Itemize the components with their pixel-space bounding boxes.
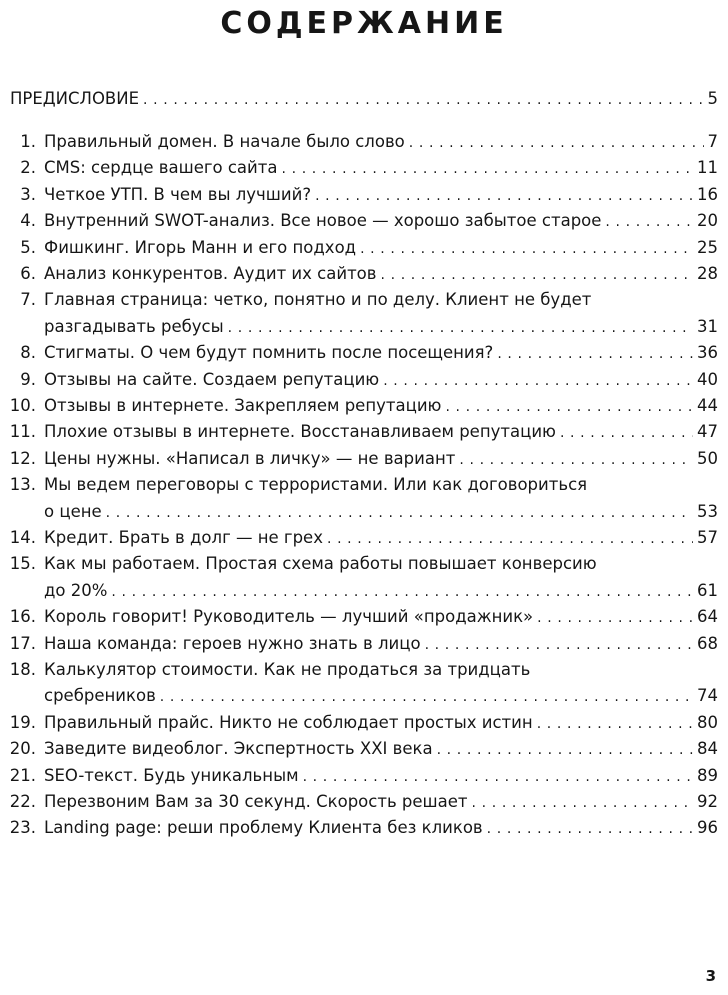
entry-title: Главная страница: четко, понятно и по делу. Клиент не будет <box>44 290 592 310</box>
dot-leader <box>537 712 693 735</box>
dot-leader <box>160 685 693 708</box>
dot-leader <box>425 633 693 656</box>
entry-page: 11 <box>697 158 718 178</box>
entry-title: Стигматы. О чем будут помнить после посещения? <box>44 343 494 363</box>
entry-number: 4. <box>20 211 36 231</box>
toc-entry-line <box>0 342 718 365</box>
preface-title: ПРЕДИСЛОВИЕ <box>10 89 140 108</box>
entry-title: Плохие отзывы в интернете. Восстанавливаем репутацию <box>44 422 556 442</box>
entry-number: 14. <box>9 528 36 547</box>
entry-page: 53 <box>697 501 718 521</box>
dot-leader <box>303 765 693 788</box>
toc-entry-line <box>0 501 718 524</box>
entry-number: 10. <box>9 396 36 415</box>
toc-entry-line <box>0 448 718 471</box>
entry-number: 23. <box>9 818 36 838</box>
entry-number: 12. <box>9 448 36 468</box>
entry-number: 2. <box>20 158 36 178</box>
dot-leader <box>111 580 693 603</box>
entry-page: 61 <box>697 580 718 600</box>
dot-leader <box>315 184 693 207</box>
toc-entry-line <box>0 421 718 444</box>
entry-title: сребреников <box>44 686 156 706</box>
toc-entry-line <box>0 131 718 154</box>
page-title: СОДЕРЖАНИЕ <box>220 6 508 41</box>
toc-entry-line <box>0 474 718 496</box>
entry-number: 19. <box>9 712 36 732</box>
toc-entry-line <box>0 263 718 286</box>
entry-page: 47 <box>697 422 718 442</box>
entry-number: 3. <box>20 184 36 204</box>
entry-page: 64 <box>697 607 718 627</box>
toc-entry-line <box>0 210 718 233</box>
entry-number: 15. <box>9 554 36 574</box>
entry-title: Наша команда: героев нужно знать в лицо <box>44 633 421 653</box>
dot-leader <box>383 369 693 392</box>
toc-entry-line <box>0 606 718 629</box>
toc-entry-line <box>0 712 718 735</box>
entry-title: CMS: сердце вашего сайта <box>44 158 278 178</box>
entry-number: 22. <box>9 792 36 811</box>
entry-number: 1. <box>20 132 36 151</box>
dot-leader <box>327 527 693 550</box>
entry-page: 20 <box>697 211 718 231</box>
entry-page: 84 <box>697 739 718 759</box>
entry-number: 17. <box>9 633 36 653</box>
toc-entry-line <box>0 184 718 207</box>
preface-page: 5 <box>707 89 718 108</box>
entry-title: Мы ведем переговоры с террористами. Или как договориться <box>44 475 588 495</box>
toc-entry-line <box>0 580 718 603</box>
toc-entry-line <box>0 395 718 418</box>
entry-page: 36 <box>697 343 718 363</box>
entry-number: 18. <box>9 660 36 679</box>
toc-entry-line <box>0 237 718 260</box>
dot-leader <box>487 817 693 840</box>
entry-page: 31 <box>697 316 718 336</box>
toc-entry-line <box>0 369 718 392</box>
toc-entry-line <box>0 765 718 788</box>
entry-title: Как мы работаем. Простая схема работы повышает конверсию <box>44 554 597 574</box>
entry-number: 6. <box>20 264 36 283</box>
dot-leader <box>282 157 694 180</box>
entry-page: 16 <box>697 184 718 204</box>
entry-title: о цене <box>44 501 102 521</box>
entry-title: Фишкинг. Игорь Манн и его подход <box>44 237 357 257</box>
entry-number: 20. <box>9 739 36 759</box>
entry-number: 7. <box>20 290 36 310</box>
entry-title: Правильный прайс. Никто не соблюдает простых истин <box>44 712 533 732</box>
dot-leader <box>560 421 693 444</box>
entry-title: Цены нужны. «Написал в личку» — не вариант <box>44 448 456 468</box>
toc-entry-line <box>0 817 718 840</box>
dot-leader <box>459 448 693 471</box>
entry-title: Заведите видеоблог. Экспертность XXI века <box>44 739 433 759</box>
entry-page: 68 <box>697 633 718 653</box>
entry-page: 28 <box>697 264 718 283</box>
page-number: 3 <box>705 967 716 985</box>
entry-number: 5. <box>20 237 36 257</box>
dot-leader <box>472 791 693 814</box>
entry-number: 13. <box>9 475 36 495</box>
entry-title: SEO-текст. Будь уникальным <box>44 765 299 785</box>
toc-entry-line <box>0 659 718 681</box>
entry-page: 89 <box>697 765 718 785</box>
dot-leader <box>605 210 693 233</box>
dot-leader <box>537 606 693 629</box>
entry-number: 21. <box>9 765 36 785</box>
entry-title: Landing page: реши проблему Клиента без кликов <box>44 818 483 838</box>
entry-page: 25 <box>697 237 718 257</box>
toc-entry-line <box>0 289 718 311</box>
entry-number: 11. <box>9 422 36 442</box>
dot-leader <box>445 395 693 418</box>
entry-title: Отзывы на сайте. Создаем репутацию <box>44 369 380 389</box>
toc-entry-line <box>0 527 718 550</box>
toc-entry-line <box>0 738 718 761</box>
entry-title: Калькулятор стоимости. Как не продаться за тридцать <box>44 660 531 679</box>
entry-title: Кредит. Брать в долг — не грех <box>44 528 323 547</box>
entry-page: 74 <box>697 686 718 706</box>
toc-entry-line <box>0 316 718 339</box>
entry-page: 80 <box>697 712 718 732</box>
entry-title: до 20% <box>44 580 108 600</box>
entry-page: 96 <box>697 818 718 838</box>
dot-leader <box>143 88 703 111</box>
entry-page: 7 <box>707 132 718 151</box>
entry-title: Анализ конкурентов. Аудит их сайтов <box>44 264 377 283</box>
dot-leader <box>437 738 693 761</box>
dot-leader <box>409 131 704 154</box>
toc-entry-line <box>0 685 718 708</box>
toc-entry-line <box>0 157 718 180</box>
entry-title: Перезвоним Вам за 30 секунд. Скорость решает <box>44 792 468 811</box>
dot-leader <box>497 342 693 365</box>
entry-number: 16. <box>9 607 36 627</box>
dot-leader <box>106 501 693 524</box>
entry-number: 9. <box>20 369 36 389</box>
toc-preface <box>10 88 718 111</box>
entry-page: 40 <box>697 369 718 389</box>
entry-title: Отзывы в интернете. Закрепляем репутацию <box>44 396 442 415</box>
entry-page: 44 <box>697 396 718 415</box>
toc-entry-line <box>0 553 718 575</box>
entry-page: 92 <box>697 792 718 811</box>
dot-leader <box>381 263 694 286</box>
entry-title: Внутренний SWOT-анализ. Все новое — хорошо забытое старое <box>44 211 602 231</box>
entry-title: Король говорит! Руководитель — лучший «продажник» <box>44 607 534 627</box>
toc-entry-line <box>0 791 718 814</box>
entry-number: 8. <box>20 343 36 363</box>
entry-title: Четкое УТП. В чем вы лучший? <box>44 184 312 204</box>
entry-title: Правильный домен. В начале было слово <box>44 132 405 151</box>
toc-entry-line <box>0 633 718 656</box>
entry-page: 50 <box>697 448 718 468</box>
entry-title: разгадывать ребусы <box>44 316 224 336</box>
dot-leader <box>228 316 693 339</box>
dot-leader <box>360 237 693 260</box>
entry-page: 57 <box>697 528 718 547</box>
